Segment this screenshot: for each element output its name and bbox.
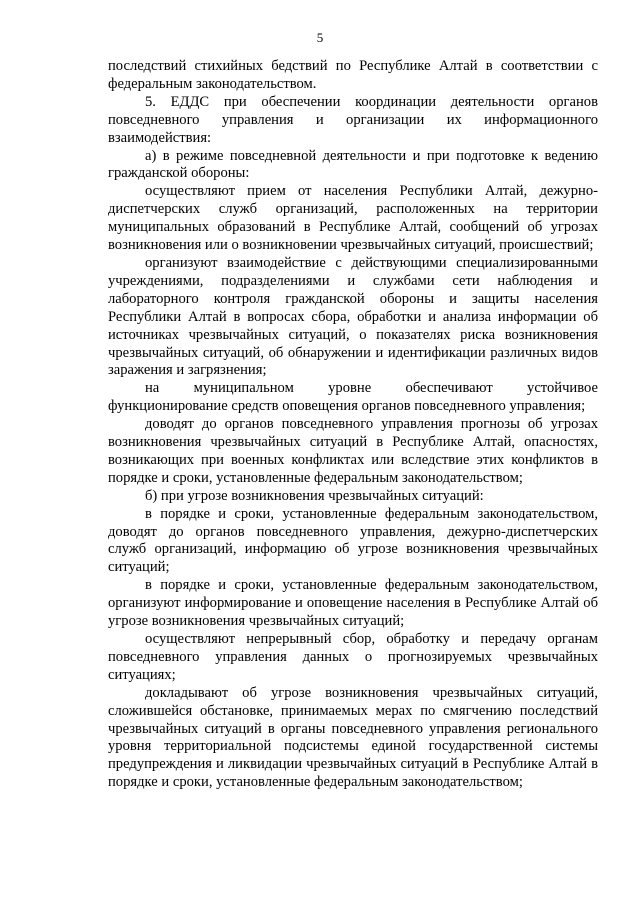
paragraph: доводят до органов повседневного управления прогнозы об угрозах возникновения чрезвычайных ситуаций в Республике Алтай, опасностях, возникающих при военных конфликтах или вследствие этих конфликтов в порядке и сроки, установленные федеральным законодательством; xyxy=(108,416,598,486)
paragraph: осуществляют непрерывный сбор, обработку и передачу органам повседневного управления данных о прогнозируемых чрезвычайных ситуациях; xyxy=(108,631,598,683)
paragraph: осуществляют прием от населения Республики Алтай, дежурно-диспетчерских служб организаций, расположенных на территории муниципальных образований в Республике Алтай, сообщений об угрозах возникновения или о возникновении чрезвычайных ситуаций, происшествий; xyxy=(108,183,598,254)
paragraph-subitem-b: б) при угрозе возникновения чрезвычайных ситуаций: xyxy=(145,487,484,504)
paragraph-item-5: 5. ЕДДС при обеспечении координации деятельности органов повседневного управления и организации их информационного взаимодействия: xyxy=(108,93,598,146)
page-number: 5 xyxy=(316,30,324,45)
paragraph: в порядке и сроки, установленные федеральным законодательством, организуют информирование и оповещение населения в Республике Алтай об угрозе возникновения чрезвычайных ситуаций; xyxy=(108,577,598,630)
paragraph: докладывают об угрозе возникновения чрезвычайных ситуаций, сложившейся обстановке, принимаемых мерах по смягчению последствий чрезвычайных ситуаций в органы повседневного управления регионального уровня территориальной подсистемы единой государственной системы предупреждения и ликвидации чрезвычайных ситуаций в Республике Алтай в порядке и сроки, установленные федеральным законодательством; xyxy=(108,684,598,791)
paragraph-subitem-a: а) в режиме повседневной деятельности и при подготовке к ведению гражданской обороны: xyxy=(108,147,598,182)
paragraph-continuation: последствий стихийных бедствий по Республике Алтай в соответствии с федеральным законодательством. xyxy=(108,58,598,92)
paragraph: на муниципальном уровне обеспечивают устойчивое функционирование средств оповещения органов повседневного управления; xyxy=(108,380,598,415)
paragraph: в порядке и сроки, установленные федеральным законодательством, доводят до органов повседневного управления, дежурно-диспетчерских служб организаций, информацию об угрозе возникновения чрезвычайных ситуаций; xyxy=(108,505,598,576)
paragraph: организуют взаимодействие с действующими специализированными учреждениями, подразделениями и службами сети наблюдения и лабораторного контроля гражданской обороны и защиты населения Республики Алтай в вопросах сбора, обработки и анализа информации об источниках чрезвычайных ситуаций, о показателях риска возникновения чрезвычайных ситуаций, об обнаружении и идентификации различных видов заражения и загрязнения; xyxy=(108,254,598,379)
document-body xyxy=(108,58,598,792)
